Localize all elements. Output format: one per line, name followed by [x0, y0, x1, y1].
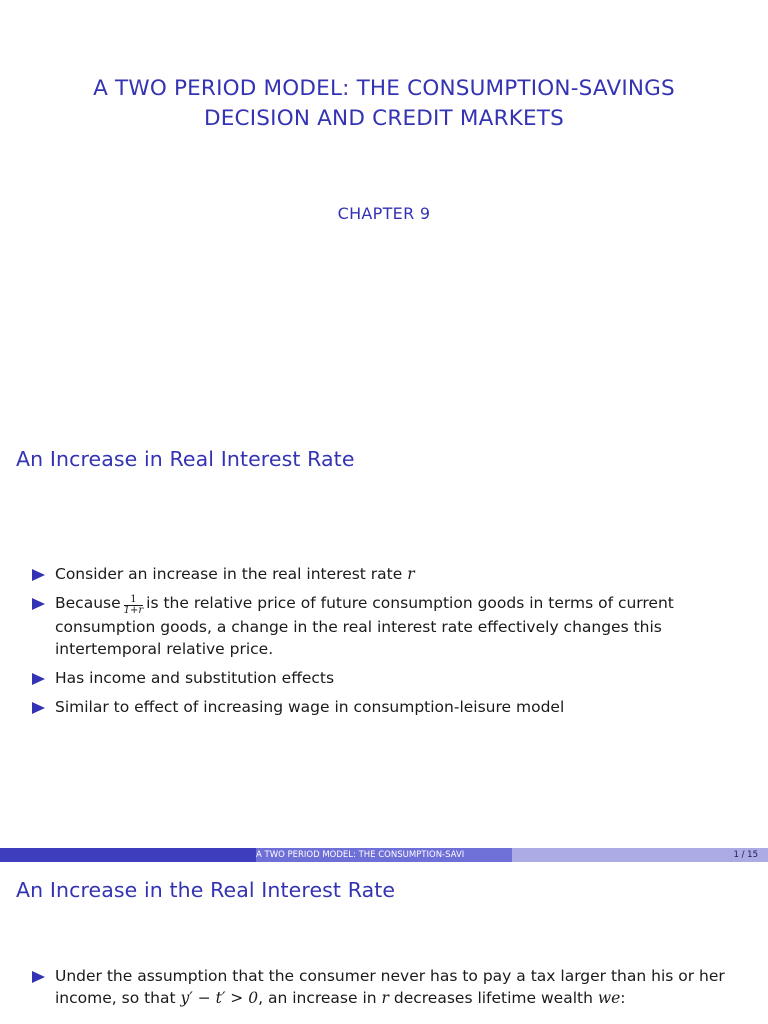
bullet-triangle-icon [32, 598, 45, 610]
bullet-text: decreases lifetime wealth [388, 989, 598, 1007]
title-line-2: DECISION AND CREDIT MARKETS [204, 106, 564, 131]
bullet-text: is the relative price of future consumption goods in terms of current consumption goods, a change in the real interest rate effectively changes this intertemporal relative price. [55, 594, 674, 658]
bullet-text: Because [55, 594, 121, 612]
math-variable-we: we [597, 989, 621, 1007]
frame-title-real-interest-rate: An Increase in Real Interest Rate [16, 447, 355, 471]
bullet-item [32, 563, 732, 585]
frame2-page [0, 864, 768, 1024]
bullet-text: Consider an increase in the real interest rate [55, 565, 408, 583]
slide-footer-bar [0, 848, 768, 862]
bullet-item [32, 965, 732, 1009]
bullet-list [32, 563, 732, 725]
fraction-relative-price [124, 595, 144, 616]
frame-title-the-real-interest-rate: An Increase in the Real Interest Rate [16, 878, 396, 902]
bullet-triangle-icon [32, 971, 45, 983]
footer-segment-left [0, 848, 256, 862]
bullet-item [32, 667, 732, 689]
presentation-title [0, 74, 768, 134]
bullet-list [32, 965, 732, 1016]
bullet-triangle-icon [32, 569, 45, 581]
chapter-label: CHAPTER 9 [337, 204, 431, 223]
bullet-triangle-icon [32, 702, 45, 714]
title-line-1: A TWO PERIOD MODEL: THE CONSUMPTION-SAVINGS [93, 76, 675, 101]
fraction-denominator: 1+r [123, 605, 144, 616]
bullet-text: Has income and substitution effects [55, 669, 335, 687]
bullet-item [32, 592, 732, 660]
bullet-text: Similar to effect of increasing wage in consumption-leisure model [55, 698, 565, 716]
fraction-numerator: 1 [124, 595, 144, 606]
bullet-item [32, 696, 732, 718]
math-expression: y′ − t′ > 0 [180, 989, 259, 1007]
bullet-text: Under the assumption that the consumer never has to pay a tax larger than his or her income, so that [55, 967, 725, 1007]
math-variable-r: r [381, 989, 389, 1007]
math-variable-r: r [407, 565, 415, 583]
bullet-triangle-icon [32, 673, 45, 685]
bullet-text: : [620, 989, 626, 1007]
footer-page-number: 1 / 15 [512, 848, 768, 862]
bullet-text: , an increase in [258, 989, 382, 1007]
footer-short-title: A TWO PERIOD MODEL: THE CONSUMPTION-SAVI [256, 848, 512, 862]
